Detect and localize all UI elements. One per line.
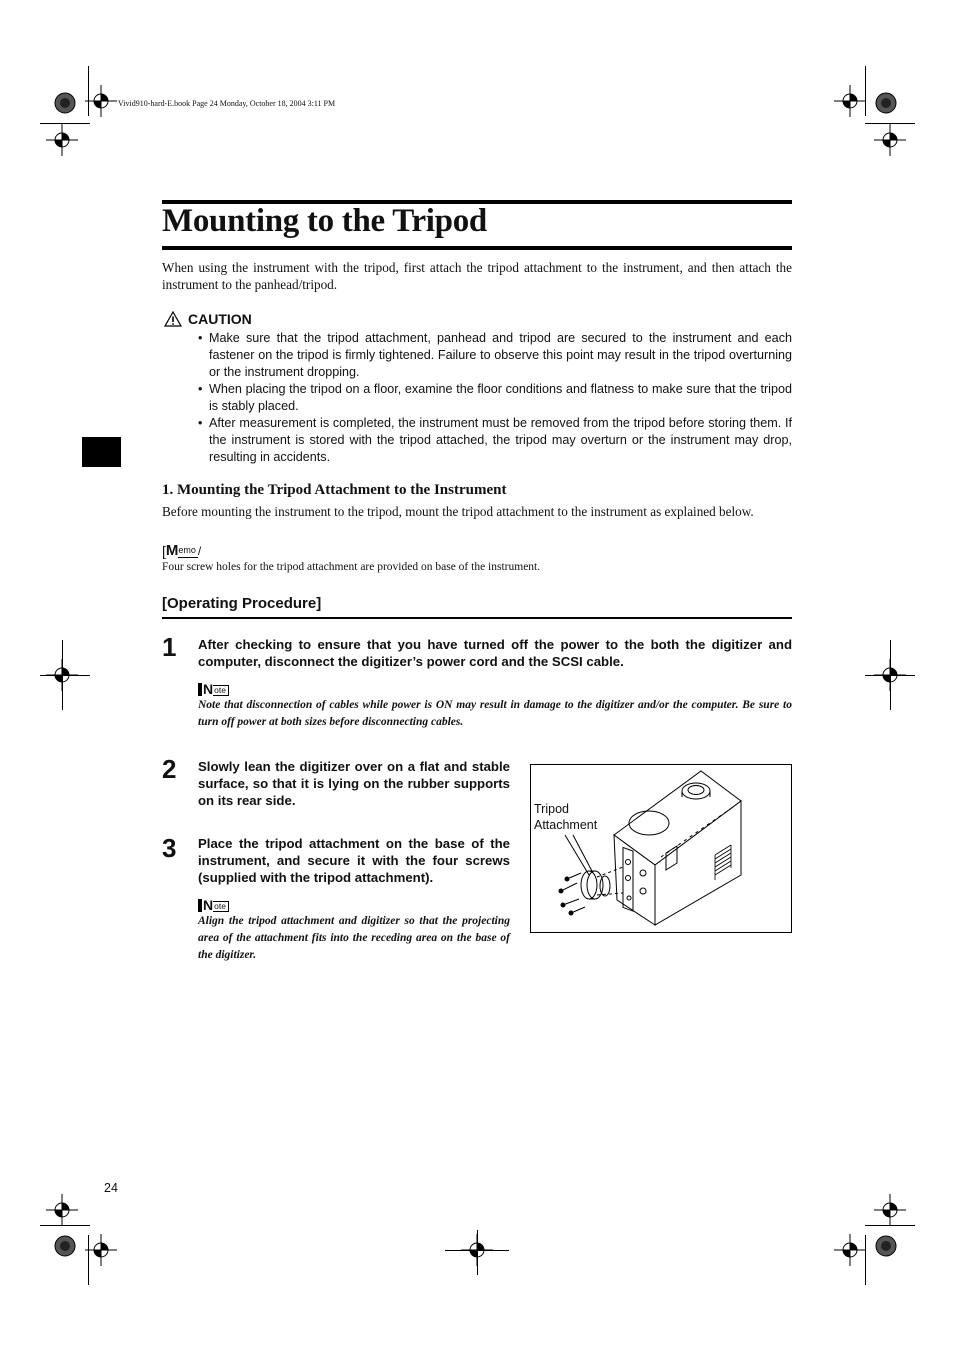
step-number: 3 [162, 833, 177, 863]
file-info-header: Vivid910-hard-E.book Page 24 Monday, October 18, 2004 3:11 PM [118, 99, 336, 108]
step-number: 2 [162, 754, 177, 784]
memo-icon-suffix: emo [178, 543, 198, 558]
digitizer-illustration [531, 765, 791, 932]
step-text: Place the tripod attachment on the base of the instrument, and secure it with the four screws (supplied with the tripod attachment). [198, 836, 510, 885]
caution-item: • After measurement is completed, the instrument must be removed from the tripod before storing them. If the instrument is stored with the tripod attached, the tripod may overturn or the instrument may drop, resulting in accidents. [198, 415, 792, 466]
caution-item: • Make sure that the tripod attachment, panhead and tripod are secured to the instrument and each fastener on the tripod is firmly tightened. Failure to observe this point may result in the tripod overturning or the instrument dropping. [198, 330, 792, 381]
note-icon: N ote [198, 898, 229, 912]
step-note: Note that disconnection of cables while power is ON may result in damage to the digitizer and/or the computer. Be sure to turn off power at both sizes before disconnecting cables. [198, 699, 792, 728]
caution-item: • When placing the tripod on a floor, examine the floor conditions and flatness to make sure that the tripod is stably placed. [198, 381, 792, 415]
step-number: 1 [162, 632, 177, 662]
section-heading: 1. Mounting the Tripod Attachment to the Instrument [162, 482, 507, 498]
procedure-rule [162, 617, 792, 619]
page-number: 24 [104, 1181, 118, 1195]
crop-line [40, 675, 90, 676]
crop-line [865, 675, 915, 676]
note-icon: N ote [198, 682, 229, 696]
tripod-attachment-figure [530, 764, 792, 933]
intro-paragraph: When using the instrument with the tripod, first attach the tripod attachment to the instrument, and then attach the instrument to the panhead/tripod. [162, 260, 792, 292]
step-note: Align the tripod attachment and digitizer so that the projecting area of the attachment fits into the receding area on the base of the digitizer. [198, 915, 510, 961]
warning-triangle-icon [164, 311, 182, 327]
title-rule-bottom [162, 246, 792, 250]
caution-list [198, 330, 792, 466]
crop-line [477, 1230, 478, 1275]
memo-text: Four screw holes for the tripod attachment are provided on base of the instrument. [162, 561, 541, 573]
step-text: After checking to ensure that you have turned off the power to the both the digitizer and computer, disconnect the digitizer’s power cord and the SCSI cable. [198, 637, 792, 669]
procedure-heading: [Operating Procedure] [162, 595, 322, 612]
page-title: Mounting to the Tripod [162, 203, 487, 239]
step-text: Slowly lean the digitizer over on a flat and stable surface, so that it is lying on the rubber supports on its rear side. [198, 759, 510, 808]
chapter-side-tab [82, 437, 121, 467]
memo-icon-letter: M [165, 542, 179, 559]
memo-icon: [ M emo / [162, 542, 202, 559]
section-body: Before mounting the instrument to the tripod, mount the tripod attachment to the instrument as explained below. [162, 504, 754, 519]
caution-label: CAUTION [188, 311, 252, 327]
figure-label: Tripod Attachment [534, 802, 598, 832]
caution-heading [164, 311, 252, 327]
